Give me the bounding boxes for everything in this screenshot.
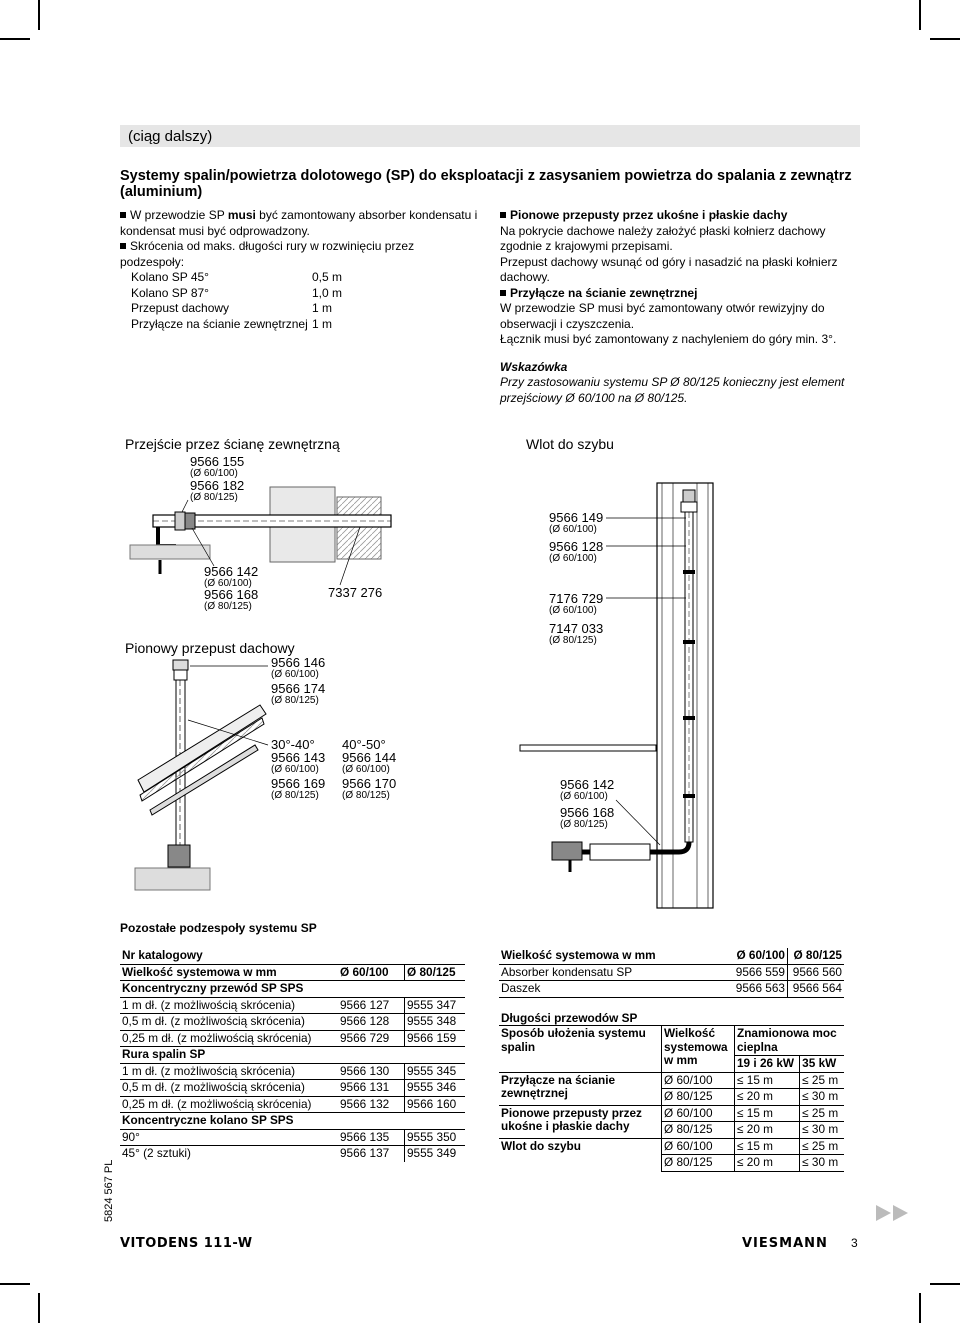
roof-figure-title: Pionowy przepust dachowy xyxy=(125,640,295,656)
group-title: Koncentryczne kolano SP SPS xyxy=(120,1113,465,1130)
wall-passage-drawing xyxy=(130,487,391,585)
shortening-row: Kolano SP 45° 0,5 m xyxy=(131,270,343,284)
crop-mark xyxy=(0,1283,30,1285)
table-row: 1 m dł. (z możliwością skrócenia) 9566 130 9555 345 xyxy=(120,1063,465,1080)
accessory-table: Wielkość systemowa w mm Ø 60/100 Ø 80/125 Absorber kondensatu SP 9566 559 9566 560 Daszek 9566 563 9566 564 xyxy=(501,948,842,995)
table-row: Ø 80/125 ≤ 20 m ≤ 30 m xyxy=(499,1155,844,1172)
shortening-row: Przepust dachowy 1 m xyxy=(131,301,333,315)
catalog-label: 9566 168 (Ø 80/125) xyxy=(204,587,259,612)
next-page-arrows-icon xyxy=(876,1205,910,1221)
catalog-label: 9566 143 (Ø 60/100) xyxy=(271,750,326,775)
table-row: Przyłącze na ścianie zewnętrznej Ø 60/100 ≤ 15 m ≤ 25 m xyxy=(499,1072,844,1089)
table-row: 45° (2 sztuki) 9566 137 9555 349 xyxy=(120,1146,465,1162)
angle-label: 40°-50° xyxy=(342,737,386,752)
brand-logo: VIESMANN xyxy=(742,1236,828,1251)
roof-passage-drawing xyxy=(135,660,268,890)
catalog-label: 9566 149 (Ø 60/100) xyxy=(549,510,604,535)
crop-mark xyxy=(919,1293,921,1323)
section-title: Pozostałe podzespoły systemu SP xyxy=(120,921,317,935)
catalog-label: 9566 142 (Ø 60/100) xyxy=(560,777,615,802)
catalog-label: 9566 144 (Ø 60/100) xyxy=(342,750,397,775)
table-row: 0,5 m dł. (z możliwością skrócenia) 9566 131 9555 346 xyxy=(120,1080,465,1097)
table-row: Absorber kondensatu SP 9566 559 9566 560 xyxy=(501,964,842,979)
table-row: 1 m dł. (z możliwością skrócenia) 9566 127 9555 347 xyxy=(120,997,465,1014)
hint-text: Przy zastosowaniu systemu SP Ø 80/125 konieczny jest element przejściowy Ø 60/100 na Ø 80/125. xyxy=(500,375,845,405)
group-title: Koncentryczny przewód SP SPS xyxy=(120,981,465,998)
table-row: 0,5 m dł. (z możliwością skrócenia) 9566 128 9555 348 xyxy=(120,1014,465,1031)
roof-text-2: Przepust dachowy wsunąć od góry i nasadzić na płaski kołnierz dachowy. xyxy=(500,254,838,284)
catalog-label: 9566 142 (Ø 60/100) xyxy=(204,564,259,589)
shortening-row: Kolano SP 87° 1,0 m xyxy=(131,285,343,300)
roof-heading: Pionowe przepusty przez ukośne i płaskie dachy xyxy=(500,208,860,224)
lengths-table: Sposób ułożenia systemu spalin Wielkość systemowa w mm Znamionowa moc cieplna 19 i 26 kW 35 kW Przyłącze na ścianie zewnętrznej Ø 60/100 ≤ 15 m ≤ 25 m Ø 80/125 ≤ 20 m ≤ 30 m Pionowe przepusty przez ukośne i płaskie dachy Ø 60/100 ≤ 15 m ≤ 25 m Ø 80/125 ≤ 20 m ≤ 30 m Wlot do szybu Ø 60/100 ≤ 15 m ≤ 25 m Ø 80/125 ≤ 20 m ≤ 30 m xyxy=(499,1025,844,1172)
angle-label: 30°-40° xyxy=(271,737,315,752)
table-row: 90° 9566 135 9555 350 xyxy=(120,1129,465,1146)
table-row: 0,25 m dł. (z możliwością skrócenia) 9566 729 9566 159 xyxy=(120,1030,465,1047)
table-row: Wlot do szybu Ø 60/100 ≤ 15 m ≤ 25 m xyxy=(499,1138,844,1155)
wall-text-2: Łącznik musi być zamontowany z nachyleniem do góry min. 3°. xyxy=(500,332,837,346)
table-header: Nr katalogowy xyxy=(122,948,203,962)
catalog-label: 9566 128 (Ø 60/100) xyxy=(549,539,604,564)
catalog-label: 9566 146 (Ø 60/100) xyxy=(271,655,326,680)
catalog-label: 7147 033 (Ø 80/125) xyxy=(549,621,604,646)
roof-text-1: Na pokrycie dachowe należy założyć płaski kołnierz dachowy zgodnie z krajowymi przepisami. xyxy=(500,223,826,253)
page-number: 3 xyxy=(851,1236,858,1250)
catalog-label: 9566 169 (Ø 80/125) xyxy=(271,776,326,801)
table-row: 0,25 m dł. (z możliwością skrócenia) 9566 132 9566 160 xyxy=(120,1096,465,1113)
catalog-label: 9566 155 (Ø 60/100) xyxy=(190,454,245,479)
page-title: Systemy spalin/powietrza dolotowego (SP) do eksploatacji z zasysaniem powietrza do spalania z zewnątrz (aluminium) xyxy=(120,168,852,200)
catalog-label: 9566 170 (Ø 80/125) xyxy=(342,776,397,801)
catalog-label: 7337 276 xyxy=(328,585,383,600)
catalog-label: 9566 182 (Ø 80/125) xyxy=(190,478,245,503)
hint-title: Wskazówka xyxy=(500,359,568,374)
catalog-label: 7176 729 (Ø 60/100) xyxy=(549,591,604,616)
lengths-title: Długości przewodów SP xyxy=(501,1011,638,1025)
table-row: Ø 80/125 ≤ 20 m ≤ 30 m xyxy=(499,1122,844,1139)
note-text: być zamontowany absorber kondensatu i kondensat musi być odprowadzony. xyxy=(120,208,478,238)
note-text: W przewodzie SP xyxy=(130,208,228,222)
wall-text-1: W przewodzie SP musi być zamontowany otwór rewizyjny do obserwacji i czyszczenia. xyxy=(500,301,825,331)
crop-mark xyxy=(38,1293,40,1323)
table-row: Pionowe przepusty przez ukośne i płaskie dachy Ø 60/100 ≤ 15 m ≤ 25 m xyxy=(499,1105,844,1122)
table-row: Ø 80/125 ≤ 20 m ≤ 30 m xyxy=(499,1089,844,1106)
wall-figure-title: Przejście przez ścianę zewnętrzną xyxy=(125,436,340,452)
crop-mark xyxy=(930,1283,960,1285)
shortening-row: Przyłącze na ścianie zewnętrznej 1 m xyxy=(131,316,333,331)
catalog-table: Nr katalogowy Wielkość systemowa w mm Ø 60/100 Ø 80/125 Koncentryczny przewód SP SPS 1 m dł. (z możliwością skrócenia) 9566 127 9555 347 0,5 m dł. (z możliwością skrócenia) 9566 128 9555 348 0,25 m dł. (z możliwością skrócenia) 9566 729 9566 159 Rura spalin SP 1 m dł. (z możliwością skrócenia) 9566 130 9555 345 0,5 m dł. (z możliwością skrócenia) 9566 131 9555 346 0,25 m dł. (z możliwością skrócenia) 9566 132 9566 160 Koncentryczne kolano SP SPS 90° 9566 135 9555 350 45° (2 sztuki) 9566 137 9555 349 xyxy=(120,948,465,1162)
document-number: 5824 567 PL xyxy=(103,1159,115,1222)
shaft-figure-title: Wlot do szybu xyxy=(526,436,614,452)
note-emphasis: musi xyxy=(227,208,256,222)
group-title: Rura spalin SP xyxy=(120,1047,465,1064)
wall-heading: Przyłącze na ścianie zewnętrznej xyxy=(500,286,860,302)
table-row: Daszek 9566 563 9566 564 xyxy=(501,981,842,995)
catalog-label: 9566 168 (Ø 80/125) xyxy=(560,805,615,830)
note-text: Skrócenia od maks. długości rury w rozwinięciu przez podzespoły: xyxy=(120,239,415,269)
catalog-label: 9566 174 (Ø 80/125) xyxy=(271,681,326,706)
product-name: VITODENS 111-W xyxy=(120,1236,253,1251)
continued-label: (ciąg dalszy) xyxy=(128,128,213,145)
